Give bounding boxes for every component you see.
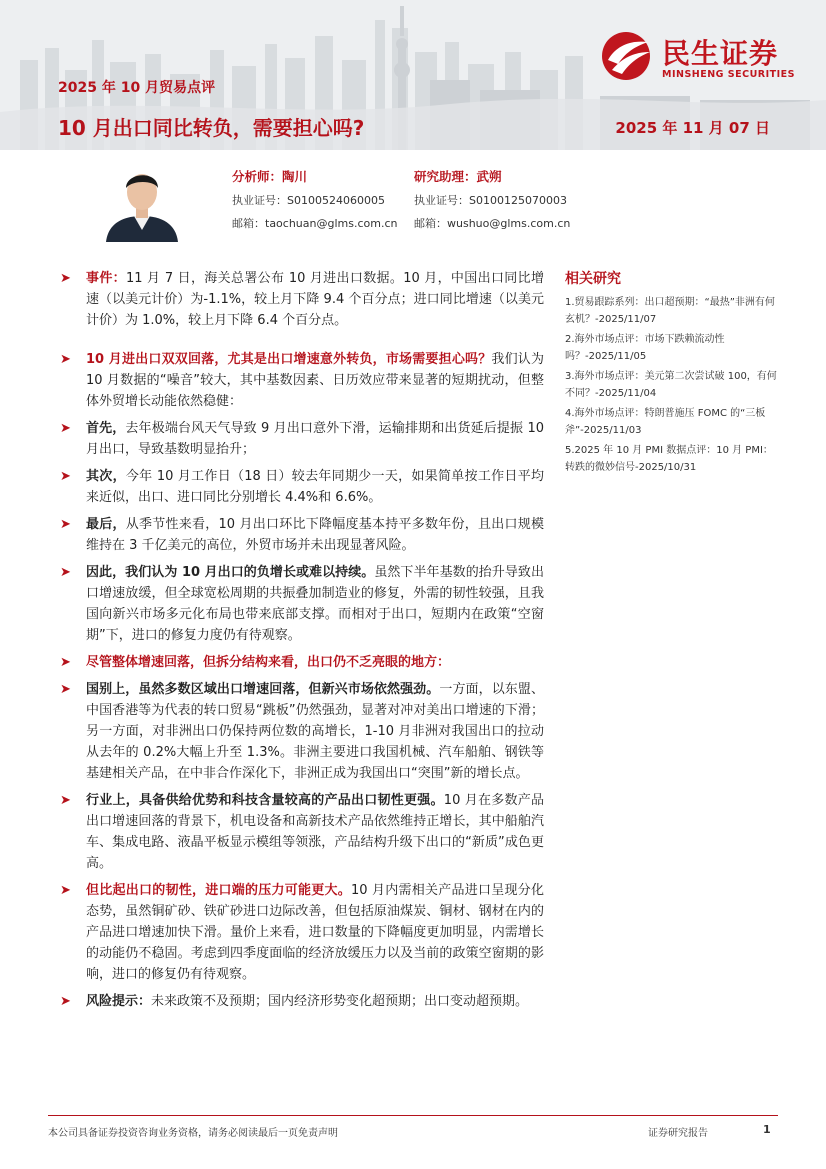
footer-divider — [48, 1115, 778, 1116]
logo-chinese-name: 民生证券 — [662, 37, 779, 70]
arrow-bullet-icon: ➤ — [60, 517, 71, 532]
analyst-block-2 — [414, 167, 570, 231]
related-research — [565, 268, 780, 479]
paragraph-second: ➤ 其次，今年 10 月工作日（18 日）较去年同期少一天，如果简单按工作日平均来近似，出口、进口同比分别增长 4.4%和 6.6%。 — [58, 466, 544, 508]
arrow-bullet-icon: ➤ — [60, 271, 71, 286]
page-number: 1 — [763, 1123, 771, 1136]
paragraph-by-country: ➤ 国别上，虽然多数区域出口增速回落，但新兴市场依然强劲。一方面，以东盟、中国香港等为代表的转口贸易“跳板”仍然强劲，显著对冲对美出口增速的下滑；另一方面，对非洲出口仍保持两位数的高增长，1-10 月非洲对我国出口的拉动从去年的 0.2%大幅上升至 1.3%。非洲主要进口我国机械、汽车船舶、钢铁等基建相关产品，在中非合作深化下，非洲正成为我国出口“突围”新的增长点。 — [58, 679, 544, 784]
related-link[interactable]: 1.贸易跟踪系列：出口超预期：“最热”非洲有何玄机？-2025/11/07 — [565, 297, 775, 325]
arrow-bullet-icon: ➤ — [60, 655, 71, 670]
footer-disclaimer: 本公司具备证券投资咨询业务资格，请务必阅读最后一页免责声明 — [48, 1128, 338, 1139]
paragraph-event: ➤ 事件：11 月 7 日，海关总署公布 10 月进出口数据。10 月，中国出口同比增速（以美元计价）为-1.1%，较上月下降 9.4 个百分点；进口同比增速（以美元计价）为 1.0%，较上月下降 6.4 个百分点。 — [58, 268, 544, 331]
paragraph-structure-heading: ➤ 尽管整体增速回落，但拆分结构来看，出口仍不乏亮眼的地方： — [58, 652, 544, 673]
paragraph-key-question: ➤ 10 月进出口双双回落，尤其是出口增速意外转负，市场需要担心吗？我们认为 10 月数据的“噪音”较大，其中基数因素、日历效应带来显著的短期扰动，但整体外贸增长动能依然稳健： — [58, 349, 544, 412]
arrow-bullet-icon: ➤ — [60, 565, 71, 580]
analyst-avatar — [100, 160, 184, 242]
related-research-title: 相关研究 — [565, 271, 621, 287]
report-series-label: 2025 年 10 月贸易点评 — [58, 80, 216, 96]
paragraph-last: ➤ 最后，从季节性来看，10 月出口环比下降幅度基本持平多数年份，且出口规模维持在 3 千亿美元的高位，外贸市场并未出现显著风险。 — [58, 514, 544, 556]
assistant-name: 研究助理：武朔 — [414, 169, 502, 184]
arrow-bullet-icon: ➤ — [60, 793, 71, 808]
page-title: 10 月出口同比转负，需要担心吗? — [58, 116, 365, 140]
related-link[interactable]: 5.2025 年 10 月 PMI 数据点评：10 月 PMI：转跌的微妙信号-2025/10/31 — [565, 445, 773, 473]
arrow-bullet-icon: ➤ — [60, 994, 71, 1009]
arrow-bullet-icon: ➤ — [60, 469, 71, 484]
paragraph-first: ➤ 首先，去年极端台风天气导致 9 月出口意外下滑，运输排期和出货延后提振 10 月出口，导致基数明显抬升； — [58, 418, 544, 460]
arrow-bullet-icon: ➤ — [60, 352, 71, 367]
report-body — [58, 268, 544, 1018]
paragraph-risk: ➤ 风险提示：未来政策不及预期；国内经济形势变化超预期；出口变动超预期。 — [58, 991, 544, 1012]
arrow-bullet-icon: ➤ — [60, 682, 71, 697]
logo-english-name: MINSHENG SECURITIES — [662, 69, 795, 80]
minsheng-logo-icon — [600, 30, 656, 82]
arrow-bullet-icon: ➤ — [60, 421, 71, 436]
assistant-email[interactable]: 邮箱：wushuo@glms.com.cn — [414, 217, 571, 230]
related-link[interactable]: 2.海外市场点评：市场下跌赖流动性吗？-2025/11/05 — [565, 334, 725, 362]
analyst-name: 分析师：陶川 — [232, 169, 308, 184]
related-link[interactable]: 3.海外市场点评：美元第二次尝试破 100，有何不同？-2025/11/04 — [565, 371, 777, 399]
arrow-bullet-icon: ➤ — [60, 883, 71, 898]
analyst-block-1 — [232, 167, 397, 231]
related-link[interactable]: 4.海外市场点评：特朗普施压 FOMC 的“三板斧”-2025/11/03 — [565, 408, 766, 436]
report-date: 2025 年 11 月 07 日 — [615, 119, 770, 137]
analyst-email[interactable]: 邮箱：taochuan@glms.com.cn — [232, 217, 398, 230]
footer-report-type: 证券研究报告 — [648, 1128, 708, 1139]
paragraph-import-pressure: ➤ 但比起出口的韧性，进口端的压力可能更大。10 月内需相关产品进口呈现分化态势，虽然铜矿砂、铁矿砂进口边际改善，但包括原油煤炭、铜材、钢材在内的产品进口增速加快下滑。量价上来看，进口数量的下降幅度更加明显，内需增长的动能仍不稳固。考虑到四季度面临的经济放缓压力以及当前的政策空窗期的影响，进口的修复仍有待观察。 — [58, 880, 544, 985]
paragraph-conclusion: ➤ 因此，我们认为 10 月出口的负增长或难以持续。虽然下半年基数的抬升导致出口增速放缓，但全球宽松周期的共振叠加制造业的修复，外需的韧性较强，且我国向新兴市场多元化布局也带来底部支撑。而相对于出口，短期内在政策“空窗期”下，进口的修复力度仍有待观察。 — [58, 562, 544, 646]
company-logo — [600, 30, 810, 90]
assistant-cert: 执业证号：S0100125070003 — [414, 194, 567, 207]
header-banner — [0, 0, 826, 150]
paragraph-by-industry: ➤ 行业上，具备供给优势和科技含量较高的产品出口韧性更强。10 月在多数产品出口增速回落的背景下，机电设备和高新技术产品依然维持正增长，其中船舶汽车、集成电路、液晶平板显示模组等领涨，产品结构升级下出口的“新质”成色更高。 — [58, 790, 544, 874]
analyst-cert: 执业证号：S0100524060005 — [232, 194, 385, 207]
